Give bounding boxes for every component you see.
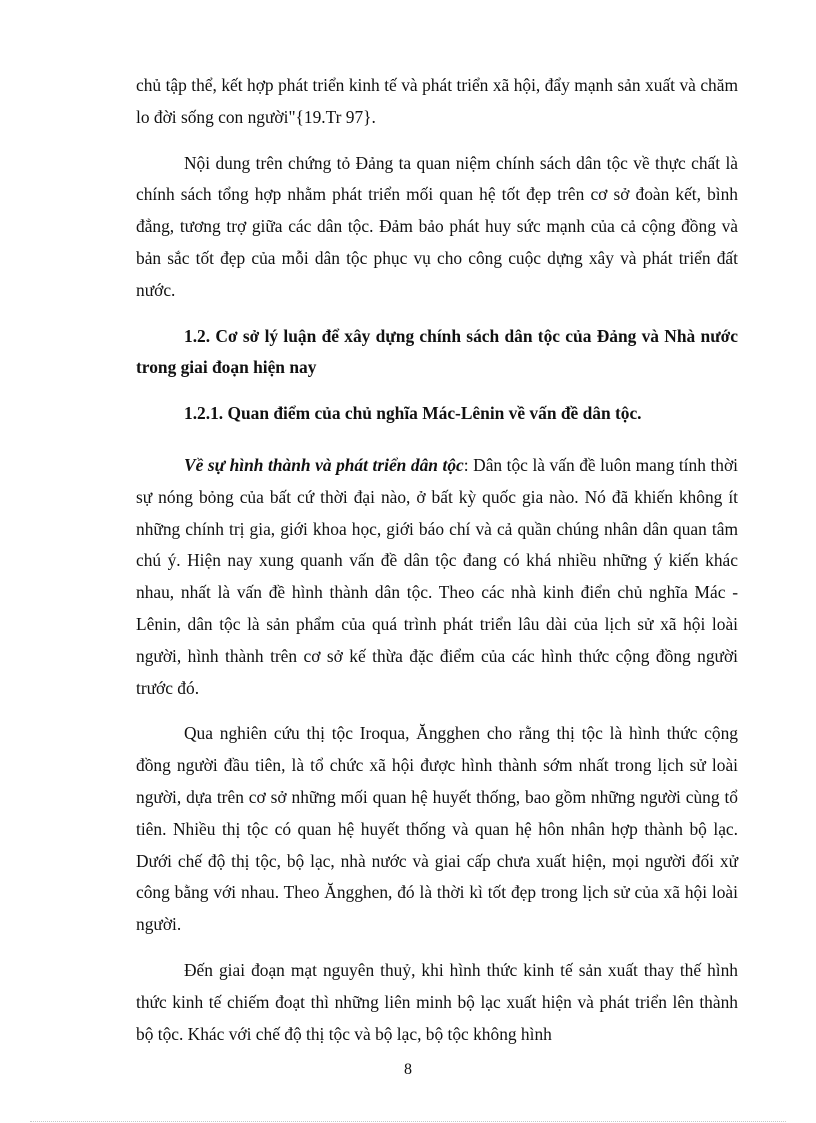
paragraph-lead-phrase: Về sự hình thành và phát triển dân tộc bbox=[184, 454, 464, 475]
paragraph-body: : Dân tộc là vấn đề luôn mang tính thời sự nóng bỏng của bất cứ thời đại nào, ở bất kỳ quốc gia nào. Nó đã khiến không ít những chính trị gia, giới khoa học, giới báo chí và cả quần chúng nhân dân quan tâm chú ý. Hiện nay xung quanh vấn đề dân tộc đang có khá nhiều những ý kiến khác nhau, nhất là vấn đề hình thành dân tộc. Theo các nhà kinh điển chủ nghĩa Mác - Lênin, dân tộc là sản phẩm của quá trình phát triển lâu dài của lịch sử xã hội loài người, hình thành trên cơ sở kế thừa đặc điểm của các hình thức cộng đồng người trước đó. bbox=[136, 454, 738, 698]
paragraph-iroqua: Qua nghiên cứu thị tộc Iroqua, Ăngghen cho rằng thị tộc là hình thức cộng đồng người đầu tiên, là tổ chức xã hội được hình thành sớm nhất trong lịch sử loài người, dựa trên cơ sở những mối quan hệ huyết thống, bao gồm những người cùng tổ tiên. Nhiều thị tộc có quan hệ huyết thống và quan hệ hôn nhân hợp thành bộ lạc. Dưới chế độ thị tộc, bộ lạc, nhà nước và giai cấp chưa xuất hiện, mọi người đối xử công bằng với nhau. Theo Ăngghen, đó là thời kì tốt đẹp trong lịch sử của xã hội loài người. bbox=[136, 723, 738, 935]
paragraph-nation-formation bbox=[136, 450, 738, 704]
subsection-heading-1-2-1: 1.2.1. Quan điểm của chủ nghĩa Mác-Lênin về vấn đề dân tộc. bbox=[184, 403, 642, 424]
document-page bbox=[136, 70, 738, 1050]
page-number: 8 bbox=[404, 1061, 412, 1078]
page-bottom-divider bbox=[30, 1121, 786, 1122]
paragraph-policy-summary: Nội dung trên chứng tỏ Đảng ta quan niệm chính sách dân tộc về thực chất là chính sách tổng hợp nhằm phát triển mối quan hệ tốt đẹp trên cơ sở đoàn kết, bình đẳng, tương trợ giữa các dân tộc. Đảm bảo phát huy sức mạnh của cả cộng đồng và bản sắc tốt đẹp của mỗi dân tộc phục vụ cho công cuộc dựng xây và phát triển đất nước. bbox=[136, 152, 738, 300]
section-heading-1-2: 1.2. Cơ sở lý luận để xây dựng chính sách dân tộc của Đảng và Nhà nước trong giai đoạn hiện nay bbox=[136, 325, 738, 378]
paragraph-continuation: chủ tập thể, kết hợp phát triển kinh tế và phát triển xã hội, đẩy mạnh sản xuất và chăm lo đời sống con người"{19.Tr 97}. bbox=[136, 75, 738, 127]
paragraph-late-primitive: Đến giai đoạn mạt nguyên thuỷ, khi hình thức kinh tế sản xuất thay thế hình thức kinh tế chiếm đoạt thì những liên minh bộ lạc xuất hiện và phát triển lên thành bộ tộc. Khác với chế độ thị tộc và bộ lạc, bộ tộc không hình bbox=[136, 959, 738, 1044]
